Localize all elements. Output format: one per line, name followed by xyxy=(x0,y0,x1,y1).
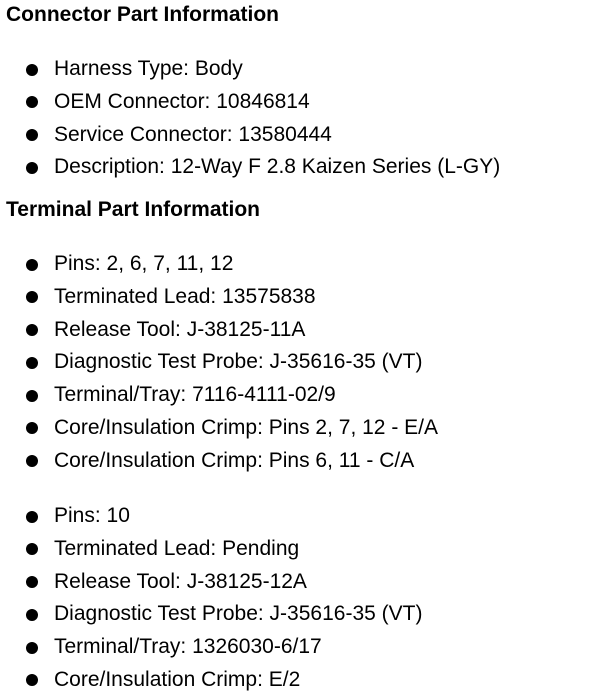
bullet-icon xyxy=(26,64,38,76)
bullet-icon xyxy=(26,422,38,434)
list-item xyxy=(0,53,500,86)
bullet-icon xyxy=(26,543,38,555)
list-item-text: Terminated Lead: 13575838 xyxy=(54,284,316,308)
list-item xyxy=(0,119,500,152)
list-item-text: Release Tool: J-38125-12A xyxy=(54,569,307,593)
bullet-icon xyxy=(26,609,38,621)
list-item-text: Core/Insulation Crimp: E/2 xyxy=(54,667,301,691)
list-item xyxy=(0,151,500,184)
list-item-text: Terminal/Tray: 7116-4111-02/9 xyxy=(54,383,336,407)
list-item xyxy=(0,533,422,566)
bullet-icon xyxy=(26,291,38,303)
bullet-icon xyxy=(26,674,38,686)
list-item-text: Description: 12-Way F 2.8 Kaizen Series (L-GY) xyxy=(54,155,501,179)
list-item xyxy=(0,664,422,697)
list-item xyxy=(0,346,438,379)
list-item-text: Diagnostic Test Probe: J-35616-35 (VT) xyxy=(54,602,423,626)
list-item xyxy=(0,566,422,599)
bullet-icon xyxy=(26,511,38,523)
list-item-text: Core/Insulation Crimp: Pins 2, 7, 12 - E/A xyxy=(54,415,438,439)
list-item-text: OEM Connector: 10846814 xyxy=(54,89,310,113)
list-item-text: Terminated Lead: Pending xyxy=(54,536,300,560)
list-item xyxy=(0,379,438,412)
terminal-part-info-heading: Terminal Part Information xyxy=(6,198,260,221)
list-item xyxy=(0,248,438,281)
bullet-icon xyxy=(26,259,38,271)
connector-part-info-heading: Connector Part Information xyxy=(6,3,280,26)
bullet-icon xyxy=(26,455,38,467)
list-item xyxy=(0,598,422,631)
list-item xyxy=(0,281,438,314)
list-item xyxy=(0,412,438,445)
terminal-info-list-2 xyxy=(0,500,422,697)
list-item-text: Terminal/Tray: 1326030-6/17 xyxy=(54,635,322,659)
list-item-text: Harness Type: Body xyxy=(54,57,243,80)
bullet-icon xyxy=(26,96,38,108)
bullet-icon xyxy=(26,357,38,369)
bullet-icon xyxy=(26,390,38,402)
list-item xyxy=(0,500,422,533)
list-item xyxy=(0,445,438,478)
list-item-text: Release Tool: J-38125-11A xyxy=(54,317,306,341)
list-item-text: Pins: 2, 6, 7, 11, 12 xyxy=(54,252,234,275)
list-item xyxy=(0,314,438,347)
list-item-text: Diagnostic Test Probe: J-35616-35 (VT) xyxy=(54,350,423,374)
bullet-icon xyxy=(26,129,38,141)
list-item xyxy=(0,631,422,664)
list-item-text: Service Connector: 13580444 xyxy=(54,122,332,146)
terminal-info-list-1 xyxy=(0,248,438,478)
bullet-icon xyxy=(26,576,38,588)
list-item-text: Core/Insulation Crimp: Pins 6, 11 - C/A xyxy=(54,448,415,472)
list-item xyxy=(0,86,500,119)
bullet-icon xyxy=(26,324,38,336)
bullet-icon xyxy=(26,162,38,174)
bullet-icon xyxy=(26,642,38,654)
connector-info-list xyxy=(0,53,500,184)
list-item-text: Pins: 10 xyxy=(54,504,130,527)
